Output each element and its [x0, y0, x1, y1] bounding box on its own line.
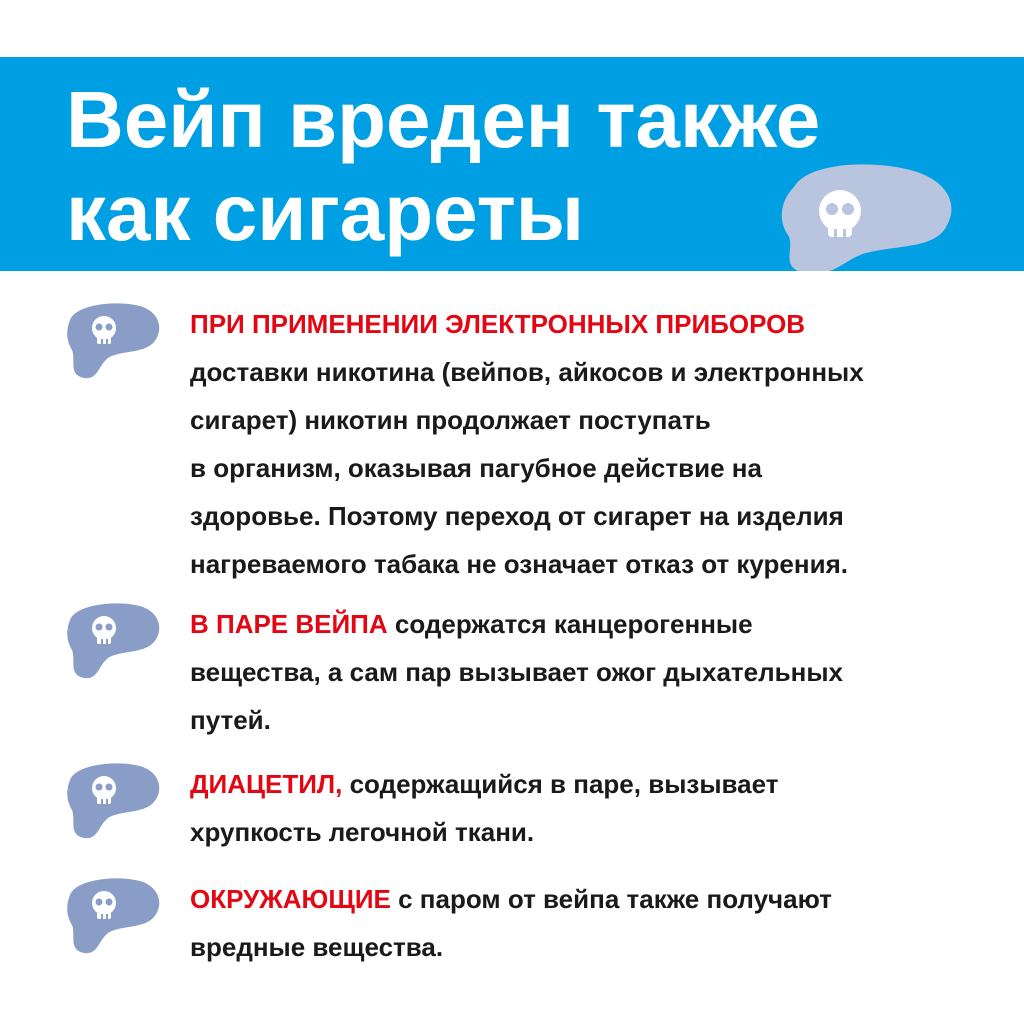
item-line: вещества, а сам пар вызывает ожог дыхательных	[190, 657, 843, 687]
skull-ghost-icon	[62, 300, 162, 380]
item-text	[190, 600, 970, 744]
item-text	[190, 760, 970, 856]
skull-ghost-icon	[766, 157, 956, 271]
title-line-1: Вейп вреден также	[66, 75, 821, 164]
item-line: путей.	[190, 705, 271, 735]
item-highlight: ОКРУЖАЮЩИЕ	[190, 884, 391, 914]
header-banner	[0, 57, 1024, 271]
page-title	[66, 73, 820, 259]
item-line: хрупкость легочной ткани.	[190, 817, 535, 847]
item-line: в организм, оказывая пагубное действие на	[190, 453, 762, 483]
item-highlight: ПРИ ПРИМЕНЕНИИ ЭЛЕКТРОННЫХ ПРИБОРОВ	[190, 309, 806, 339]
skull-ghost-icon	[62, 760, 162, 840]
item-highlight: В ПАРЕ ВЕЙПА	[190, 609, 388, 639]
item-line: содержащийся в паре, вызывает	[342, 769, 779, 799]
item-line: нагреваемого табака не означает отказ от курения.	[190, 549, 848, 579]
item-text	[190, 300, 970, 588]
title-line-2: как сигареты	[66, 168, 585, 257]
item-line: доставки никотина (вейпов, айкосов и электронных	[190, 357, 864, 387]
item-line: вредные вещества.	[190, 932, 444, 962]
skull-ghost-icon	[62, 600, 162, 680]
item-line: содержатся канцерогенные	[387, 609, 753, 639]
skull-ghost-icon	[62, 875, 162, 955]
item-line: с паром от вейпа также получают	[390, 884, 832, 914]
item-text	[190, 875, 970, 971]
item-highlight: ДИАЦЕТИЛ,	[190, 769, 343, 799]
item-line: здоровье. Поэтому переход от сигарет на изделия	[190, 501, 844, 531]
item-line: сигарет) никотин продолжает поступать	[190, 405, 711, 435]
